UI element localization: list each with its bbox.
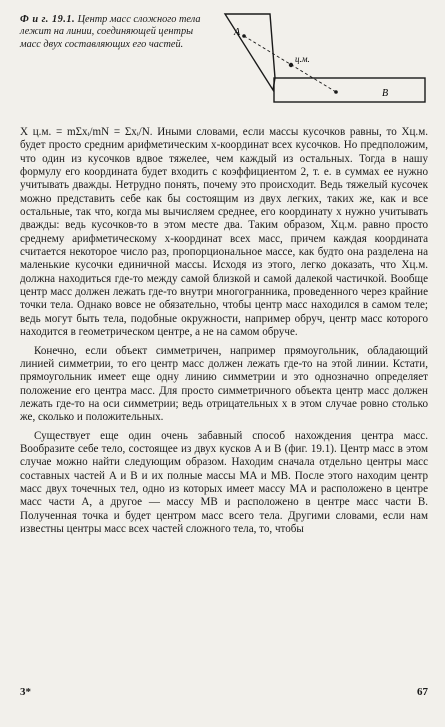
- figure-label: Ф и г. 19.1.: [20, 14, 76, 25]
- paragraph-2: Конечно, если объект симметричен, например прямоугольник, обладающий линией симметрии, то его центр масс должен лежать где-то на этой линии. Кстати, прямоугольник имеет еще одну линию симметрии и это однозначно определяет положение его центра масс. Для просто симметричного объекта центр масс должен лежать где-то на оси симметрии; ведь отрицательных x в этом случае ровно столько же, сколько и положительных.: [20, 344, 428, 424]
- center-of-mass-a-dot: [242, 34, 246, 38]
- center-of-mass-b-dot: [334, 90, 338, 94]
- signature-mark: 3*: [20, 686, 31, 698]
- label-a: A: [234, 27, 241, 38]
- piece-a-shape: [225, 14, 275, 90]
- paragraph-1: X ц.м. = mΣxᵢ/mN = Σxᵢ/N. Иными словами, если массы кусочков равны, то Xц.м. будет просто средним арифметическим x-координат всех кусочков. Но предположим, что один из кусочков вдвое тяжелее, чем каждый из остальных. Тогда в нашу формулу его координата будет входить с коэффициентом 2, т. е. в суммах ее нужно учитывать дважды. Нетрудно понять, почему это происходит. Ведь тяжелый кусочек можно представить себе как бы состоящим из двух легких, таких же, как и все остальные, так что, когда мы вычисляем среднее, его координату x нужно учитывать дважды: ведь кусочков-то в этом месте два. Таким образом, Xц.м. равно просто среднему арифметическому x-координат всех масс, причем каждая координата считается некоторое число раз, пропорциональное массе, как будто она разделена на маленькие кусочки единичной массы. Исходя из этого, легко доказать, что Xц.м. должна находиться где-то между самой близкой и самой далекой частичкой. Вообще центр масс должен лежать где-то внутри многогранника, проведенного через крайние точки тела. Однако вовсе не обязательно, чтобы центр масс находился в самом теле; ведь могут быть тела, подобные окружности, например обруч, центр масс которого находится в геометрическом центре, а не на самом обруче.: [20, 126, 428, 339]
- center-of-mass-dot: [289, 63, 293, 67]
- body-text: [20, 126, 428, 536]
- page-number: 67: [417, 686, 428, 698]
- figure-caption: [20, 14, 216, 51]
- label-cm: ц.м.: [295, 54, 310, 64]
- label-b: B: [382, 88, 389, 99]
- figure-19-1: [222, 10, 428, 116]
- paragraph-3: Существует еще один очень забавный способ нахождения центра масс. Вообразите себе тело, состоящее из двух кусков A и B (фиг. 19.1). Центр масс в этом случае можно найти следующим образом. Находим сначала отдельно центры масс составных частей A и B и их полные массы MA и MB. После этого находим центр масс двух точечных тел, одно из которых имеет массу MA и расположено в центре масс части A, а другое — массу MB и расположено в центре масс части B. Полученная точка и будет центром масс всего тела. Другими словами, если нам известны центры масс всех частей сложного тела, то, чтобы: [20, 429, 428, 535]
- figure-caption-text: Центр масс сложного тела лежит на линии, соединяющей центры масс двух составляющих его частей.: [20, 14, 201, 50]
- piece-b-shape: [274, 78, 425, 102]
